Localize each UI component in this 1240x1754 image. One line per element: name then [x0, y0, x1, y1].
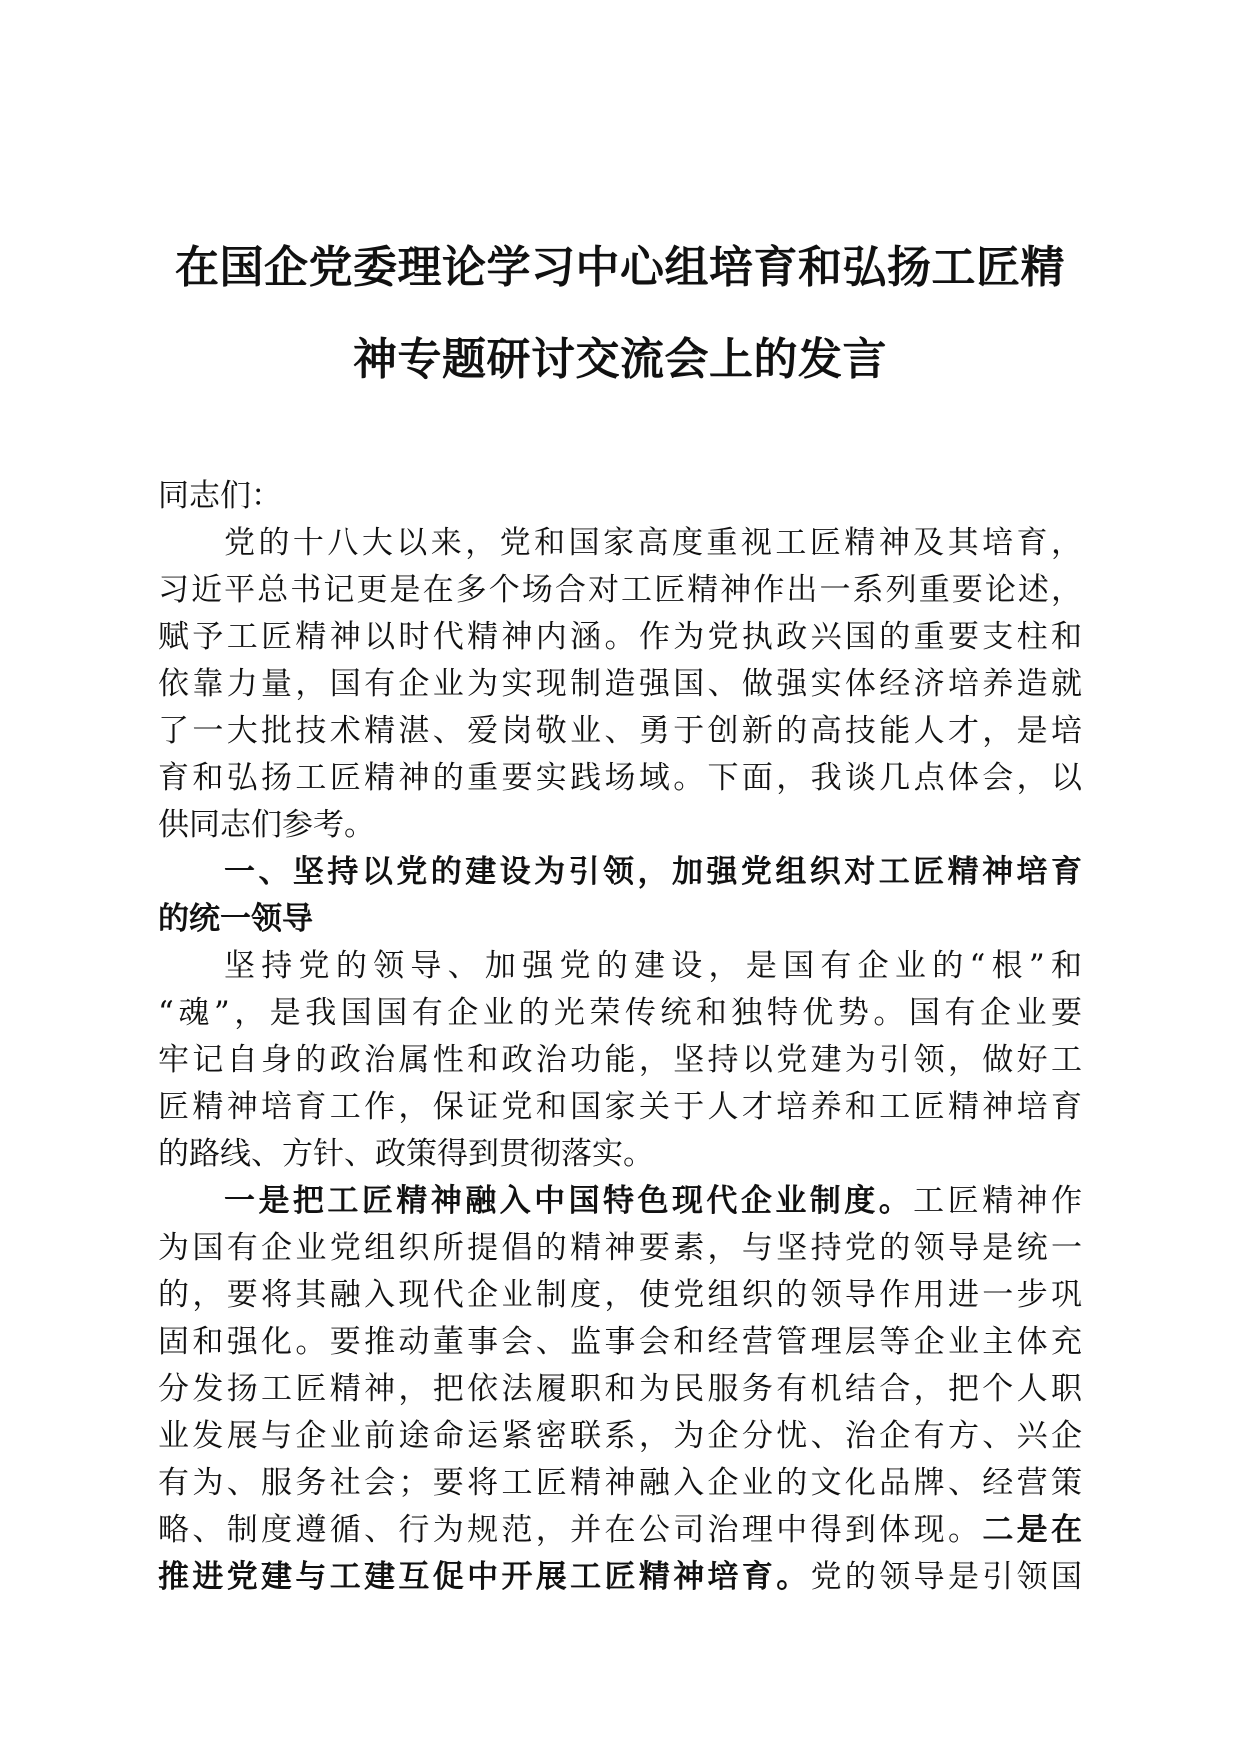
- section-heading-1: [158, 849, 1082, 943]
- document-title: [158, 222, 1082, 406]
- paragraph-line: 赋予工匠精神以时代精神内涵。作为党执政兴国的重要支柱和: [158, 619, 1082, 655]
- paragraph-intro: [158, 520, 1082, 849]
- paragraph-enterprise-system: [158, 1178, 1082, 1601]
- bold-lead-phrase: 二是在: [982, 1512, 1083, 1548]
- paragraph-line: 为国有企业党组织所提倡的精神要素，与坚持党的领导是统一: [158, 1230, 1082, 1266]
- heading-line: 一、坚持以党的建设为引领，加强党组织对工匠精神培育: [224, 854, 1082, 890]
- paragraph-line: 了一大批技术精湛、爱岗敬业、勇于创新的高技能人才，是培: [158, 713, 1082, 749]
- paragraph-line: 有为、服务社会；要将工匠精神融入企业的文化品牌、经营策: [158, 1465, 1082, 1501]
- paragraph-line: [158, 1554, 1082, 1601]
- bold-lead-phrase: 推进党建与工建互促中开展工匠精神培育。: [158, 1559, 811, 1595]
- paragraph-line: 的路线、方针、政策得到贯彻落实。: [158, 1136, 654, 1172]
- title-line-2: 神专题研讨交流会上的发言: [353, 334, 887, 385]
- paragraph-line: 匠精神培育工作，保证党和国家关于人才培养和工匠精神培育: [158, 1089, 1082, 1125]
- paragraph-line: 育和弘扬工匠精神的重要实践场域。下面，我谈几点体会，以: [158, 760, 1082, 796]
- paragraph-line: 依靠力量，国有企业为实现制造强国、做强实体经济培养造就: [158, 666, 1082, 702]
- text-run: 党的领导是引领国: [810, 1559, 1083, 1595]
- bold-lead-phrase: 一是把工匠精神融入中国特色现代企业制度。: [224, 1183, 914, 1219]
- document-page: [158, 0, 1082, 1754]
- paragraph-line: 业发展与企业前途命运紧密联系，为企分忧、治企有方、兴企: [158, 1418, 1082, 1454]
- paragraph-line: 固和强化。要推动董事会、监事会和经营管理层等企业主体充: [158, 1324, 1082, 1360]
- title-line-1: 在国企党委理论学习中心组培育和弘扬工匠精: [175, 242, 1065, 293]
- paragraph-line: 党的十八大以来，党和国家高度重视工匠精神及其培育，: [224, 525, 1082, 561]
- paragraph-line: 坚持党的领导、加强党的建设，是国有企业的“根”和: [224, 948, 1082, 984]
- paragraph-line: 供同志们参考。: [158, 807, 375, 843]
- paragraph-line: [158, 1507, 1082, 1554]
- document-body: [158, 473, 1082, 1601]
- salutation: 同志们：: [158, 478, 282, 514]
- paragraph-line: 牢记自身的政治属性和政治功能，坚持以党建为引领，做好工: [158, 1042, 1082, 1078]
- paragraph-line: “魂”，是我国国有企业的光荣传统和独特优势。国有企业要: [158, 995, 1082, 1031]
- paragraph-line: 习近平总书记更是在多个场合对工匠精神作出一系列重要论述，: [158, 572, 1082, 608]
- paragraph-line: 的，要将其融入现代企业制度，使党组织的领导作用进一步巩: [158, 1277, 1082, 1313]
- heading-line: 的统一领导: [158, 901, 313, 937]
- paragraph-line: [158, 1178, 1082, 1225]
- text-run: 略、制度遵循、行为规范，并在公司治理中得到体现。: [158, 1512, 983, 1548]
- paragraph-party-leadership: [158, 943, 1082, 1178]
- paragraph-line: 分发扬工匠精神，把依法履职和为民服务有机结合，把个人职: [158, 1371, 1082, 1407]
- text-run: 工匠精神作: [913, 1183, 1083, 1219]
